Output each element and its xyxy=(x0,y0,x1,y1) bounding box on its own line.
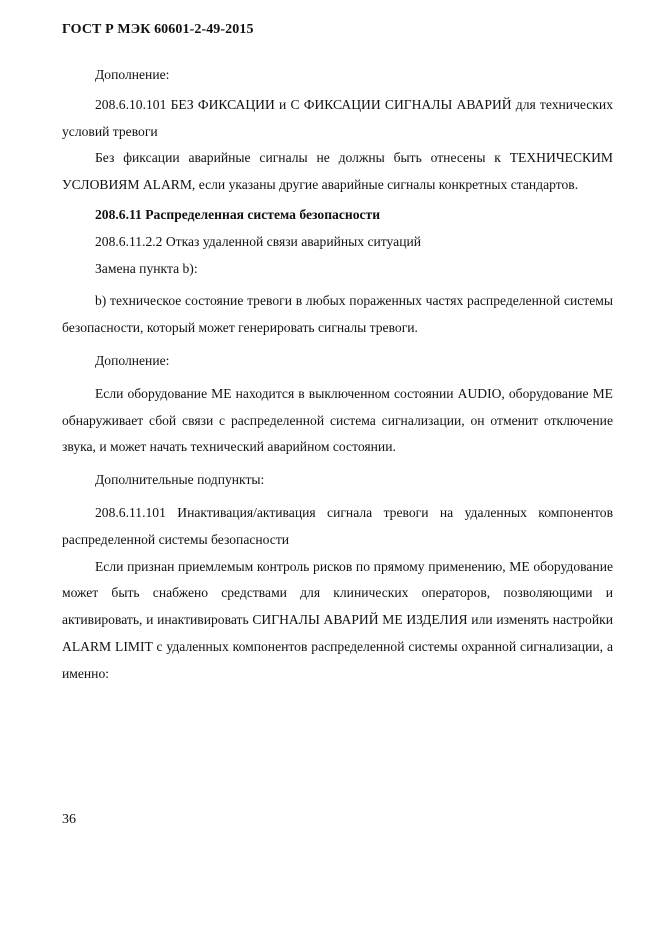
document-body xyxy=(62,62,613,688)
paragraph-item-b: b) техническое состояние тревоги в любых пораженных частях распределенной системы безопасности, который может генерировать сигналы тревоги. xyxy=(62,293,613,336)
paragraph-additional-subclauses: Дополнительные подпункты: xyxy=(95,472,265,488)
paragraph-audio-off: Если оборудование МЕ находится в выключенном состоянии AUDIO, оборудование МЕ обнаруживает сбой связи с распределенной система сигнализации, он отменит отключение звука, и может начать технический аварийном состоянии. xyxy=(62,385,613,455)
paragraph-no-latching: Без фиксации аварийные сигналы не должны быть отнесены к ТЕХНИЧЕСКИМ УСЛОВИЯМ ALARM, если указаны другие аварийные сигналы конкретных стандартов. xyxy=(62,150,613,193)
paragraph-supplement-1: Дополнение: xyxy=(95,67,170,82)
section-heading-208-6-11: 208.6.11 Распределенная система безопасности xyxy=(95,206,381,222)
paragraph-208-6-11-2-2: 208.6.11.2.2 Отказ удаленной связи аварийных ситуаций xyxy=(95,233,422,249)
paragraph-replacement-b: Замена пункта b): xyxy=(95,260,198,276)
paragraph-supplement-2: Дополнение: xyxy=(95,352,170,368)
paragraph-208-6-11-101: 208.6.11.101 Инактивация/активация сигнала тревоги на удаленных компонентов распределенной системы безопасности xyxy=(62,504,613,547)
paragraph-208-6-10-101: 208.6.10.101 БЕЗ ФИКСАЦИИ и С ФИКСАЦИИ СИГНАЛЫ АВАРИЙ для технических условий тревоги xyxy=(62,96,613,139)
page-number: 36 xyxy=(62,812,76,827)
document-header: ГОСТ Р МЭК 60601-2-49-2015 xyxy=(62,22,254,37)
paragraph-risk-control: Если признан приемлемым контроль рисков по прямому применению, МЕ оборудование может быть снабжено средствами для клинических операторов, позволяющими и активировать, и инактивировать СИГНАЛЫ АВАРИЙ МЕ ИЗДЕЛИЯ или изменять настройки ALARM LIMIT с удаленных компонентов распределенной системы охранной сигнализации, а именно: xyxy=(62,558,613,681)
